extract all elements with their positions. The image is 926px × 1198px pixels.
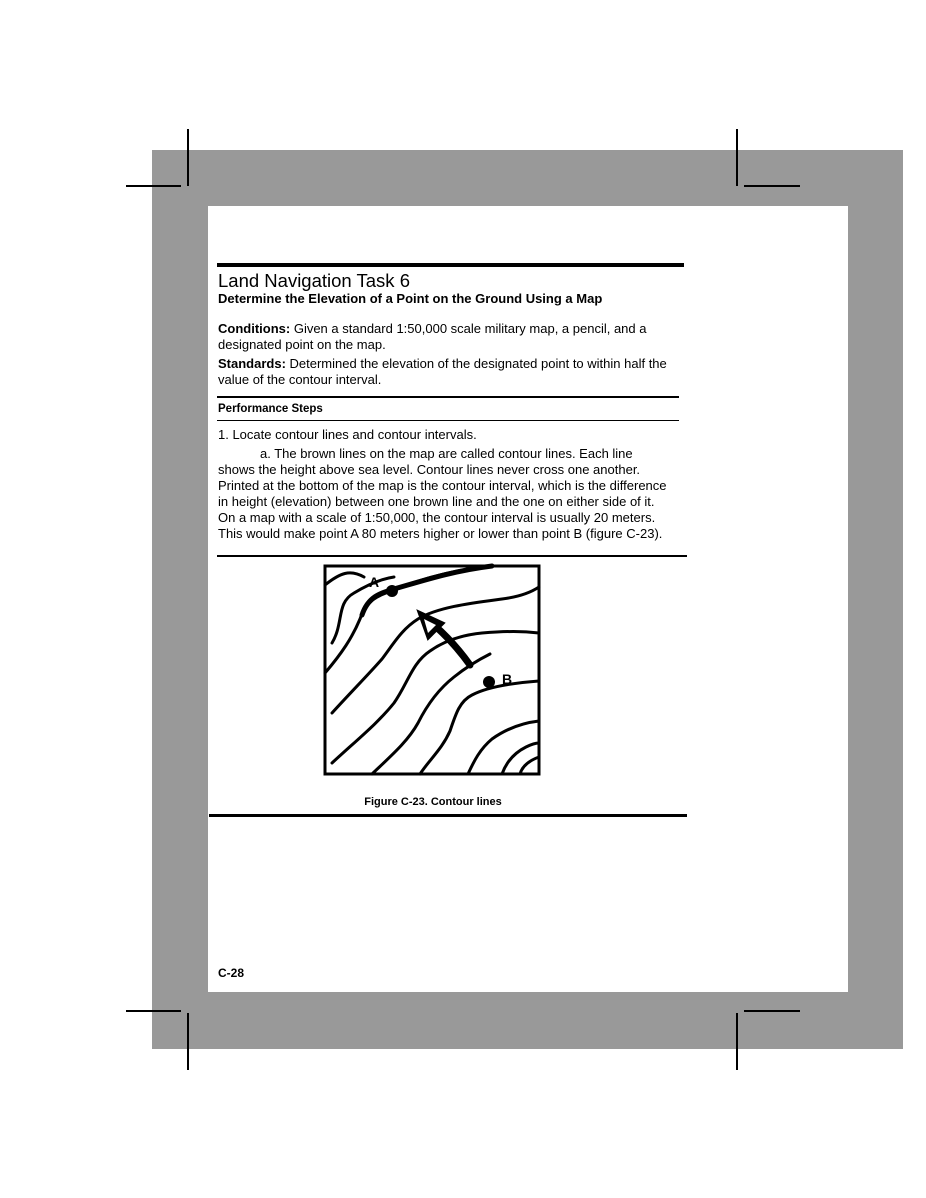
crop-mark — [126, 1010, 181, 1012]
conditions-label: Conditions: — [218, 321, 291, 336]
contour-map-figure — [322, 563, 544, 779]
crop-mark — [187, 129, 189, 186]
conditions-paragraph — [218, 321, 678, 353]
crop-mark — [126, 185, 181, 187]
figure-bottom-rule — [209, 814, 687, 817]
point-a-marker — [386, 585, 398, 597]
page-number: C-28 — [218, 966, 245, 980]
performance-steps-header: Performance Steps — [218, 403, 323, 415]
point-a-label: A — [369, 574, 380, 590]
crop-mark — [744, 185, 800, 187]
point-b-label: B — [502, 671, 513, 687]
standards-paragraph — [218, 356, 678, 388]
title-rule — [217, 263, 684, 267]
point-b-marker — [483, 676, 495, 688]
crop-mark — [187, 1013, 189, 1070]
contour-line — [325, 573, 364, 585]
task-subtitle: Determine the Elevation of a Point on the Ground Using a Map — [218, 291, 603, 306]
crop-mark — [736, 1013, 738, 1070]
step-1: 1. Locate contour lines and contour intervals. — [218, 427, 477, 442]
figure-top-rule — [217, 555, 687, 557]
standards-label: Standards: — [218, 356, 286, 371]
section-rule — [217, 396, 679, 398]
contour-line — [420, 681, 539, 774]
contour-line — [520, 757, 539, 774]
section-rule — [217, 420, 679, 421]
task-title: Land Navigation Task 6 — [218, 270, 410, 291]
conditions-text: Given a standard 1:50,000 scale military map, a pencil, and a designated point on the map. — [218, 321, 647, 352]
figure-caption: Figure C-23. Contour lines — [364, 796, 502, 808]
step-1a: a. The brown lines on the map are called contour lines. Each line shows the height above sea level. Contour lines never cross one another. Printed at the bottom of the map is the contour interval, which is the difference in height (elevation) between one brown line and the one on either side of it. On a map with a scale of 1:50,000, the contour interval is usually 20 meters. This would make point A 80 meters higher or lower than point B (figure C-23). — [218, 446, 667, 541]
standards-text: Determined the elevation of the designated point to within half the value of the contour interval. — [218, 356, 667, 387]
contour-line-a — [362, 566, 492, 615]
crop-mark — [736, 129, 738, 186]
crop-mark — [744, 1010, 800, 1012]
contour-line — [372, 654, 490, 774]
